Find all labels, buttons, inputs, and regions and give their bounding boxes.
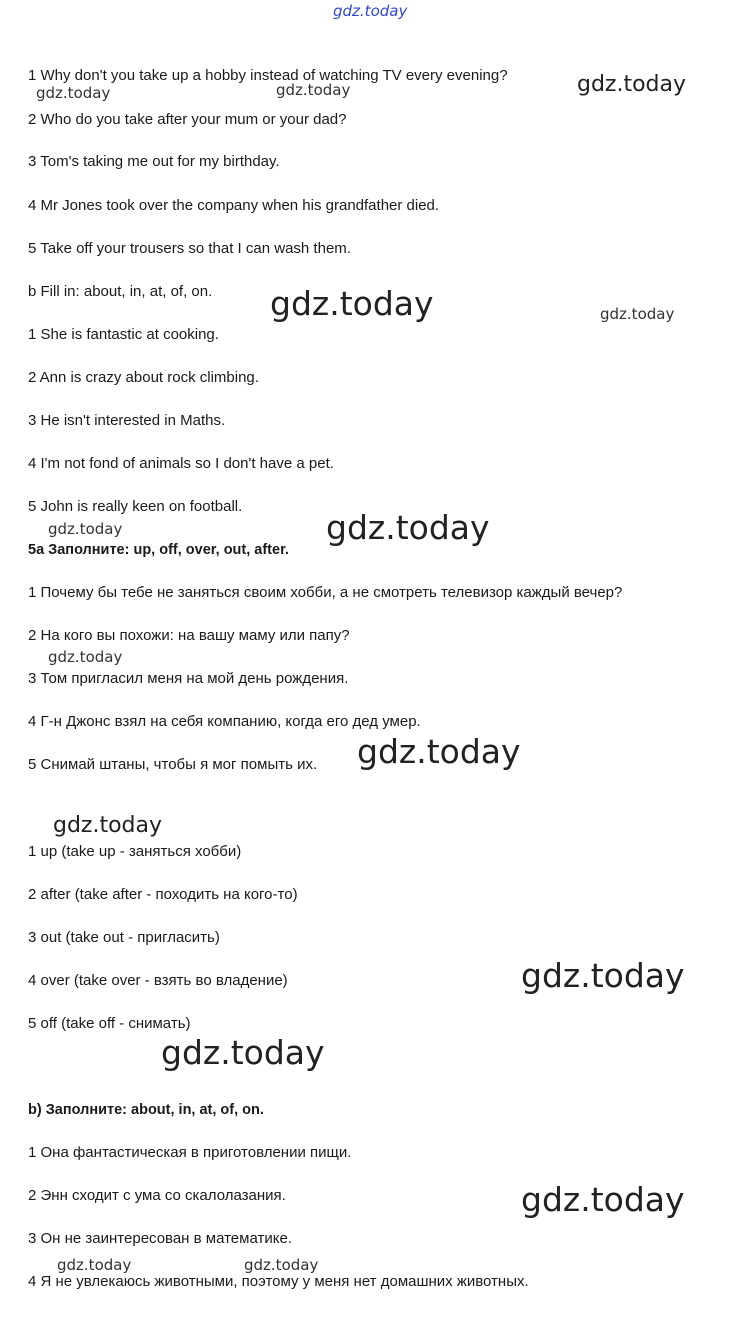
exercise-5a-heading: 5a Заполните: up, off, over, out, after. <box>28 542 289 558</box>
sentence-en-1: 1 Why don't you take up a hobby instead of watching TV every evening? <box>28 67 508 84</box>
watermark: gdz.today <box>521 956 685 995</box>
watermark: gdz.today <box>600 305 675 323</box>
sentence-en-3: 3 Tom's taking me out for my birthday. <box>28 153 280 170</box>
sentence-en-4: 4 Mr Jones took over the company when his grandfather died. <box>28 197 440 214</box>
translation-5a-5: 5 Снимай штаны, чтобы я мог помыть их. <box>28 756 318 773</box>
translation-b-1: 1 Она фантастическая в приготовлении пищи. <box>28 1144 352 1161</box>
translation-5a-2: 2 На кого вы похожи: на вашу маму или папу? <box>28 627 350 644</box>
watermark: gdz.today <box>244 1256 319 1274</box>
watermark: gdz.today <box>270 284 434 323</box>
sentence-b-3: 3 He isn't interested in Maths. <box>28 412 226 429</box>
translation-b-4: 4 Я не увлекаюсь животными, поэтому у меня нет домашних животных. <box>28 1273 529 1290</box>
sentence-b-4: 4 I'm not fond of animals so I don't have a pet. <box>28 455 334 472</box>
sentence-b-5: 5 John is really keen on football. <box>28 498 243 515</box>
answer-2: 2 after (take after - походить на кого-то) <box>28 886 298 903</box>
watermark: gdz.today <box>161 1033 325 1072</box>
exercise-b-ru-heading: b) Заполните: about, in, at, of, on. <box>28 1102 264 1118</box>
watermark: gdz.today <box>53 813 163 838</box>
translation-b-3: 3 Он не заинтересован в математике. <box>28 1230 292 1247</box>
watermark-top: gdz.today <box>333 2 408 20</box>
answer-1: 1 up (take up - заняться хобби) <box>28 843 242 860</box>
watermark: gdz.today <box>276 81 351 99</box>
watermark: gdz.today <box>326 508 490 547</box>
sentence-b-1: 1 She is fantastic at cooking. <box>28 326 219 343</box>
watermark: gdz.today <box>48 520 123 538</box>
answer-3: 3 out (take out - пригласить) <box>28 929 220 946</box>
answer-5: 5 off (take off - снимать) <box>28 1015 191 1032</box>
sentence-b-2: 2 Ann is crazy about rock climbing. <box>28 369 259 386</box>
translation-5a-1: 1 Почему бы тебе не заняться своим хобби, а не смотреть телевизор каждый вечер? <box>28 584 623 601</box>
watermark: gdz.today <box>57 1256 132 1274</box>
watermark: gdz.today <box>48 648 123 666</box>
answer-4: 4 over (take over - взять во владение) <box>28 972 288 989</box>
sentence-en-2: 2 Who do you take after your mum or your dad? <box>28 111 347 128</box>
translation-b-2: 2 Энн сходит с ума со скалолазания. <box>28 1187 286 1204</box>
watermark: gdz.today <box>577 72 687 97</box>
exercise-b-heading: b Fill in: about, in, at, of, on. <box>28 283 213 300</box>
watermark: gdz.today <box>357 732 521 771</box>
translation-5a-3: 3 Том пригласил меня на мой день рождения. <box>28 670 349 687</box>
watermark: gdz.today <box>36 84 111 102</box>
sentence-en-5: 5 Take off your trousers so that I can wash them. <box>28 240 351 257</box>
watermark: gdz.today <box>521 1180 685 1219</box>
translation-5a-4: 4 Г-н Джонс взял на себя компанию, когда его дед умер. <box>28 713 421 730</box>
